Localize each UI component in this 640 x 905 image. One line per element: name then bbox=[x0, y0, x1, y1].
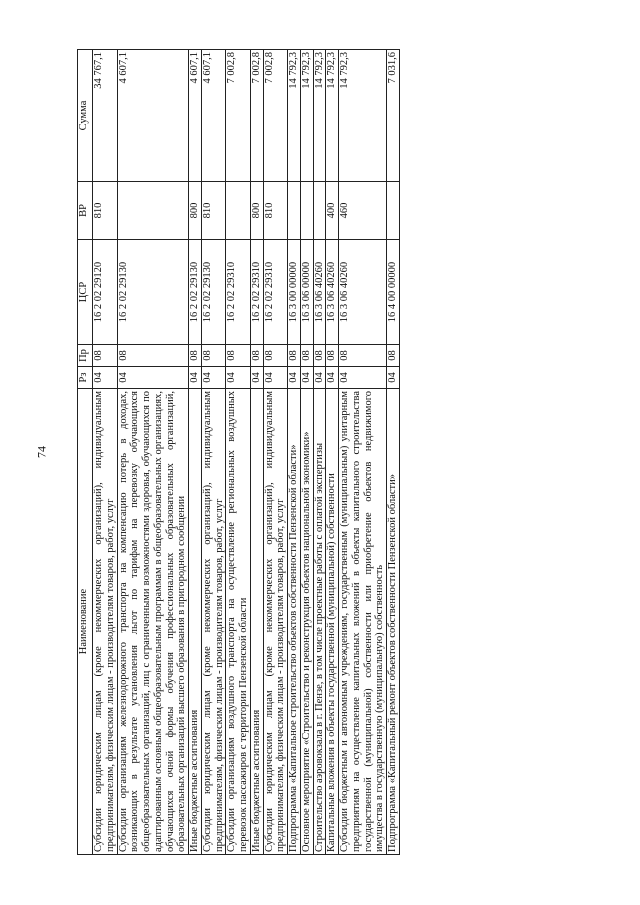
cell-rz: 04 bbox=[93, 367, 118, 389]
cell-rz: 04 bbox=[201, 367, 226, 389]
cell-rz: 04 bbox=[300, 367, 313, 389]
cell-vr bbox=[117, 182, 189, 240]
cell-pr: 08 bbox=[117, 345, 189, 367]
table-row bbox=[326, 50, 339, 855]
table-row bbox=[313, 50, 326, 855]
table-row bbox=[250, 50, 263, 855]
cell-rz: 04 bbox=[250, 367, 263, 389]
header-vr: ВР bbox=[78, 182, 93, 240]
cell-csr: 16 3 06 40260 bbox=[313, 240, 326, 345]
cell-csr: 16 2 02 29310 bbox=[250, 240, 263, 345]
cell-csr: 16 3 00 00000 bbox=[288, 240, 301, 345]
cell-rz: 04 bbox=[313, 367, 326, 389]
cell-pr: 08 bbox=[387, 345, 400, 367]
table-row bbox=[339, 50, 387, 855]
cell-pr: 08 bbox=[300, 345, 313, 367]
cell-name: Строительство аэровокзала в г. Пензе, в том числе проектные работы с оплатой экспертизы bbox=[313, 389, 326, 855]
cell-pr: 08 bbox=[326, 345, 339, 367]
cell-csr: 16 3 06 40260 bbox=[326, 240, 339, 345]
cell-sum: 7 002,8 bbox=[250, 50, 263, 182]
header-pr: Пр bbox=[78, 345, 93, 367]
cell-name: Субсидии организациям воздушного транспорта на осуществление региональных воздушных перевозок пассажиров с территории Пензенской области bbox=[226, 389, 251, 855]
cell-sum: 14 792,3 bbox=[326, 50, 339, 182]
cell-vr: 400 bbox=[326, 182, 339, 240]
cell-pr: 08 bbox=[189, 345, 202, 367]
cell-sum: 7 031,6 bbox=[387, 50, 400, 182]
header-rz: Рз bbox=[78, 367, 93, 389]
cell-vr bbox=[300, 182, 313, 240]
cell-name: Субсидии бюджетным и автономным учреждениям, государственным (муниципальным) унитарным предприятиям на осуществление капитальных вложений в объекты капитального строительства государственной (муниципальной) собственности или приобретение объектов недвижимого имущества в государственную (муниципальную) собственность bbox=[339, 389, 387, 855]
cell-pr: 08 bbox=[288, 345, 301, 367]
cell-sum: 14 792,3 bbox=[288, 50, 301, 182]
cell-sum: 7 002,8 bbox=[263, 50, 288, 182]
cell-name: Субсидии юридическим лицам (кроме некоммерческих организаций), индивидуальным предпринимателям, физическим лицам - производителям товаров, работ, услуг bbox=[263, 389, 288, 855]
table-row bbox=[300, 50, 313, 855]
cell-csr: 16 3 06 40260 bbox=[339, 240, 387, 345]
cell-rz: 04 bbox=[189, 367, 202, 389]
cell-csr: 16 2 02 29130 bbox=[189, 240, 202, 345]
cell-rz: 04 bbox=[326, 367, 339, 389]
cell-name: Субсидии организациям железнодорожного транспорта на компенсацию потерь в доходах, возникающих в результате установления льгот по тарифам на перевозку обучающихся общеобразовательных организаций, лиц с ограниченными возможностями здоровья, обучающихся по адаптированным основным общеобразовательным программам в общеобразовательных организациях, обучающихся очной формы обучения профессиональных образовательных организаций, образовательных организаций высшего образования в пригородном сообщении bbox=[117, 389, 189, 855]
cell-pr: 08 bbox=[226, 345, 251, 367]
table-row bbox=[263, 50, 288, 855]
cell-sum: 7 002,8 bbox=[226, 50, 251, 182]
cell-vr bbox=[288, 182, 301, 240]
cell-vr: 800 bbox=[189, 182, 202, 240]
table-row bbox=[288, 50, 301, 855]
cell-name: Подпрограмма «Капитальное строительство объектов собственности Пензенской области» bbox=[288, 389, 301, 855]
cell-pr: 08 bbox=[201, 345, 226, 367]
header-name: Наименование bbox=[78, 389, 93, 855]
cell-pr: 08 bbox=[313, 345, 326, 367]
header-csr: ЦСР bbox=[78, 240, 93, 345]
cell-rz: 04 bbox=[263, 367, 288, 389]
cell-rz: 04 bbox=[288, 367, 301, 389]
cell-pr: 08 bbox=[93, 345, 118, 367]
cell-csr: 16 2 02 29120 bbox=[93, 240, 118, 345]
cell-sum: 4 607,1 bbox=[189, 50, 202, 182]
cell-vr bbox=[226, 182, 251, 240]
cell-name: Иные бюджетные ассигнования bbox=[250, 389, 263, 855]
cell-csr: 16 3 06 00000 bbox=[300, 240, 313, 345]
cell-sum: 4 607,1 bbox=[201, 50, 226, 182]
cell-name: Субсидии юридическим лицам (кроме некоммерческих организаций), индивидуальным предпринимателям, физическим лицам - производителям товаров, работ, услуг bbox=[93, 389, 118, 855]
cell-rz: 04 bbox=[387, 367, 400, 389]
cell-sum: 4 607,1 bbox=[117, 50, 189, 182]
cell-vr: 810 bbox=[263, 182, 288, 240]
table-row bbox=[387, 50, 400, 855]
cell-name: Основное мероприятие «Строительство и реконструкция объектов национальной экономики» bbox=[300, 389, 313, 855]
cell-sum: 14 792,3 bbox=[313, 50, 326, 182]
page-number: 74 bbox=[34, 446, 49, 458]
cell-vr: 460 bbox=[339, 182, 387, 240]
cell-csr: 16 2 02 29310 bbox=[226, 240, 251, 345]
table-row bbox=[189, 50, 202, 855]
cell-csr: 16 2 02 29130 bbox=[117, 240, 189, 345]
cell-name: Субсидии юридическим лицам (кроме некоммерческих организаций), индивидуальным предпринимателям, физическим лицам - производителям товаров, работ, услуг bbox=[201, 389, 226, 855]
cell-vr bbox=[387, 182, 400, 240]
cell-csr: 16 4 00 00000 bbox=[387, 240, 400, 345]
cell-rz: 04 bbox=[226, 367, 251, 389]
table-row bbox=[226, 50, 251, 855]
cell-rz: 04 bbox=[117, 367, 189, 389]
table-row bbox=[201, 50, 226, 855]
table-row bbox=[93, 50, 118, 855]
cell-vr: 810 bbox=[93, 182, 118, 240]
cell-vr bbox=[313, 182, 326, 240]
cell-rz: 04 bbox=[339, 367, 387, 389]
cell-sum: 34 767,1 bbox=[93, 50, 118, 182]
cell-sum: 14 792,3 bbox=[300, 50, 313, 182]
cell-name: Капитальные вложения в объекты государственной (муниципальной) собственности bbox=[326, 389, 339, 855]
cell-pr: 08 bbox=[263, 345, 288, 367]
budget-table bbox=[77, 49, 400, 855]
cell-name: Иные бюджетные ассигнования bbox=[189, 389, 202, 855]
cell-vr: 810 bbox=[201, 182, 226, 240]
cell-name: Подпрограмма «Капитальный ремонт объектов собственности Пензенской области» bbox=[387, 389, 400, 855]
cell-sum: 14 792,3 bbox=[339, 50, 387, 182]
table-row bbox=[117, 50, 189, 855]
cell-vr: 800 bbox=[250, 182, 263, 240]
cell-pr: 08 bbox=[339, 345, 387, 367]
cell-pr: 08 bbox=[250, 345, 263, 367]
header-row bbox=[78, 50, 93, 855]
cell-csr: 16 2 02 29130 bbox=[201, 240, 226, 345]
cell-csr: 16 2 02 29310 bbox=[263, 240, 288, 345]
header-sum: Сумма bbox=[78, 50, 93, 182]
rotated-table-container bbox=[77, 50, 540, 855]
